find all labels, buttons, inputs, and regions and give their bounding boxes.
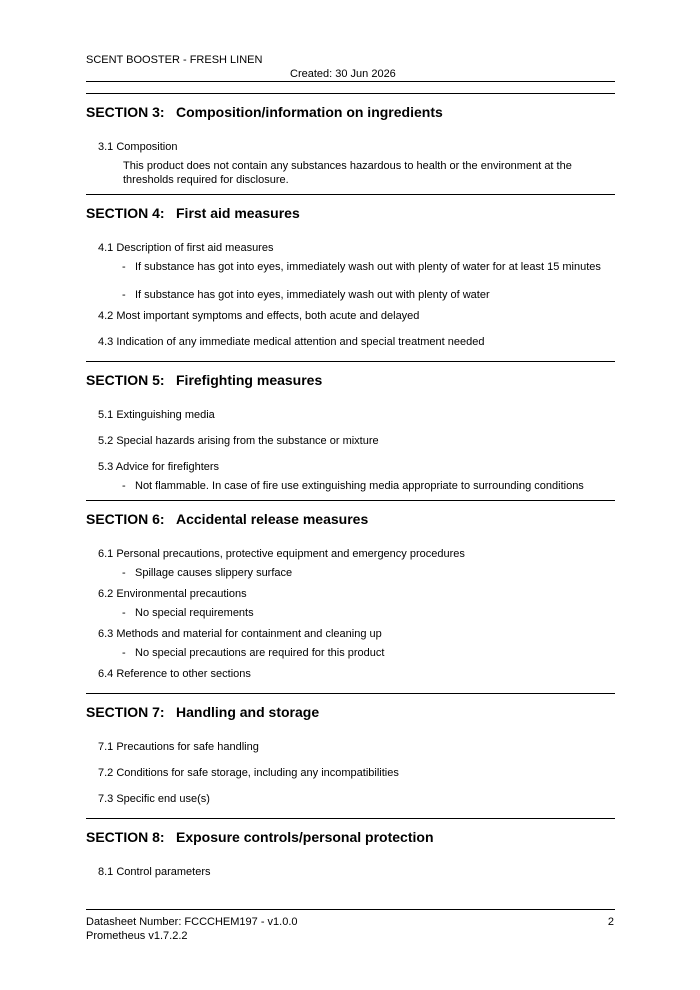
subsection-4-3: 4.3 Indication of any immediate medical attention and special treatment needed — [98, 336, 485, 348]
product-name: SCENT BOOSTER - FRESH LINEN — [86, 54, 263, 66]
section-7-title: SECTION 7: Handling and storage — [86, 704, 320, 720]
section-5-title: SECTION 5: Firefighting measures — [86, 372, 323, 388]
subsection-5-1: 5.1 Extinguishing media — [98, 409, 215, 421]
subsection-6-1: 6.1 Personal precautions, protective equipment and emergency procedures — [98, 548, 465, 560]
subsection-5-3: 5.3 Advice for firefighters — [98, 461, 220, 473]
subsection-4-2: 4.2 Most important symptoms and effects, both acute and delayed — [98, 310, 420, 322]
header-rule — [86, 81, 615, 82]
section-rule — [86, 818, 615, 819]
section-6-title: SECTION 6: Accidental release measures — [86, 511, 369, 527]
subsection-6-2: 6.2 Environmental precautions — [98, 588, 247, 600]
subsection-6-3: 6.3 Methods and material for containment and cleaning up — [98, 628, 382, 640]
section-rule — [86, 93, 615, 94]
subsection-7-2: 7.2 Conditions for safe storage, including any incompatibilities — [98, 767, 399, 779]
bullet-item: - If substance has got into eyes, immediately wash out with plenty of water for at least 15 minutes — [122, 261, 601, 273]
page-number: 2 — [607, 916, 614, 928]
bullet-item: - If substance has got into eyes, immediately wash out with plenty of water — [122, 289, 490, 301]
bullet-item: - No special precautions are required for this product — [122, 647, 385, 659]
composition-text: This product does not contain any substances hazardous to health or the environment at the thresholds required for disclosure. — [123, 160, 572, 186]
subsection-5-2: 5.2 Special hazards arising from the substance or mixture — [98, 435, 379, 447]
subsection-7-3: 7.3 Specific end use(s) — [98, 793, 210, 805]
bullet-item: - Spillage causes slippery surface — [122, 567, 293, 579]
subsection-4-1: 4.1 Description of first aid measures — [98, 242, 274, 254]
created-date: Created: 30 Jun 2026 — [290, 68, 396, 80]
section-rule — [86, 693, 615, 694]
footer-rule — [86, 909, 615, 910]
software-version: Prometheus v1.7.2.2 — [86, 930, 188, 942]
subsection-3-1: 3.1 Composition — [98, 141, 178, 153]
section-4-title: SECTION 4: First aid measures — [86, 205, 300, 221]
subsection-7-1: 7.1 Precautions for safe handling — [98, 741, 259, 753]
bullet-item: - No special requirements — [122, 607, 254, 619]
section-rule — [86, 500, 615, 501]
section-rule — [86, 361, 615, 362]
section-rule — [86, 194, 615, 195]
subsection-8-1: 8.1 Control parameters — [98, 866, 211, 878]
section-3-title: SECTION 3: Composition/information on ingredients — [86, 104, 443, 120]
datasheet-number: Datasheet Number: FCCCHEM197 - v1.0.0 — [86, 916, 298, 928]
subsection-6-4: 6.4 Reference to other sections — [98, 668, 251, 680]
section-8-title: SECTION 8: Exposure controls/personal protection — [86, 829, 434, 845]
bullet-item: - Not flammable. In case of fire use extinguishing media appropriate to surrounding conditions — [122, 480, 584, 492]
